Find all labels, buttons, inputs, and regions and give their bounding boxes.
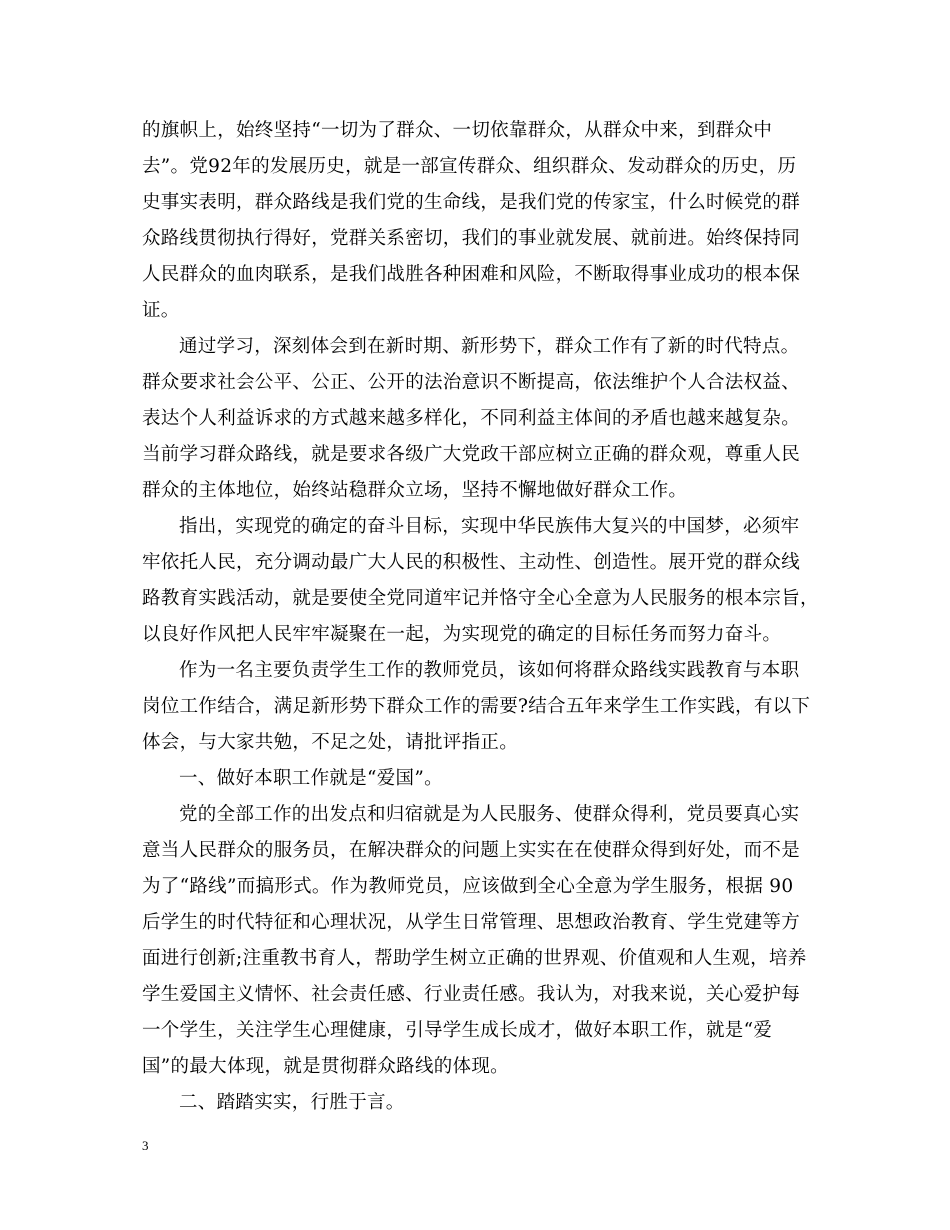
page-number: 3 [142, 1138, 149, 1153]
text-line: 人民群众的血肉联系，是我们战胜各种困难和风险，不断取得事业成功的根本保 [142, 264, 801, 285]
paragraph-first-line: 党的全部工作的出发点和归宿就是为人民服务、使群众得利，党员要真心实 [179, 804, 800, 825]
text-line: 为了“路线”而搞形式。作为教师党员，应该做到全心全意为学生服务，根据 90 [142, 876, 794, 897]
text-line: 当前学习群众路线，就是要求各级广大党政干部应树立正确的群众观，尊重人民 [142, 444, 801, 465]
text-line: 路教育实践活动，就是要使全党同道牢记并恪守全心全意为人民服务的根本宗旨， [142, 588, 819, 609]
text-line: 群众的主体地位，始终站稳群众立场，坚持不懈地做好群众工作。 [142, 480, 688, 501]
text-line: 以良好作风把人民牢牢凝聚在一起，为实现党的确定的目标任务而努力奋斗。 [142, 624, 782, 645]
document-body [142, 113, 822, 1121]
text-line: 体会，与大家共勉，不足之处，请批评指正。 [142, 732, 519, 753]
text-line: 后学生的时代特征和心理状况，从学生日常管理、思想政治教育、学生党建等方 [142, 912, 801, 933]
text-line: 岗位工作结合，满足新形势下群众工作的需要?结合五年来学生工作实践，有以下 [142, 696, 811, 717]
text-line: 史事实表明，群众路线是我们党的生命线，是我们党的传家宝，什么时候党的群 [142, 192, 801, 213]
text-line: 牢依托人民，充分调动最广大人民的积极性、主动性、创造性。展开党的群众线 [142, 552, 801, 573]
text-line: 学生爱国主义情怀、社会责任感、行业责任感。我认为，对我来说，关心爱护每 [142, 984, 801, 1005]
paragraph-first-line: 通过学习，深刻体会到在新时期、新形势下，群众工作有了新的时代特点。 [179, 336, 800, 357]
text-line: 国”的最大体现，就是贯彻群众路线的体现。 [142, 1056, 509, 1077]
paragraph-first-line: 作为一名主要负责学生工作的教师党员，该如何将群众路线实践教育与本职 [179, 660, 800, 681]
paragraph-first-line: 指出，实现党的确定的奋斗目标，实现中华民族伟大复兴的中国梦，必须牢 [179, 516, 800, 537]
text-line: 意当人民群众的服务员，在解决群众的问题上实实在在使群众得到好处，而不是 [142, 840, 801, 861]
text-line: 表达个人利益诉求的方式越来越多样化，不同利益主体间的矛盾也越来越复杂。 [142, 408, 801, 429]
section-heading: 一、做好本职工作就是“爱国”。 [179, 768, 443, 789]
text-line: 一个学生，关注学生心理健康，引导学生成长成才，做好本职工作，就是“爱 [142, 1020, 773, 1041]
text-line: 面进行创新;注重教书育人，帮助学生树立正确的世界观、价值观和人生观，培养 [142, 948, 807, 969]
text-line: 众路线贯彻执行得好，党群关系密切，我们的事业就发展、就前进。始终保持同 [142, 228, 801, 249]
text-line: 群众要求社会公平、公正、公开的法治意识不断提高，依法维护个人合法权益、 [142, 372, 801, 393]
text-line: 去”。党92年的发展历史，就是一部宣传群众、组织群众、发动群众的历史，历 [142, 156, 797, 177]
section-heading: 二、踏踏实实，行胜于言。 [179, 1092, 405, 1113]
text-line: 证。 [142, 300, 180, 321]
text-line: 的旗帜上，始终坚持“一切为了群众、一切依靠群众，从群众中来，到群众中 [142, 120, 773, 141]
